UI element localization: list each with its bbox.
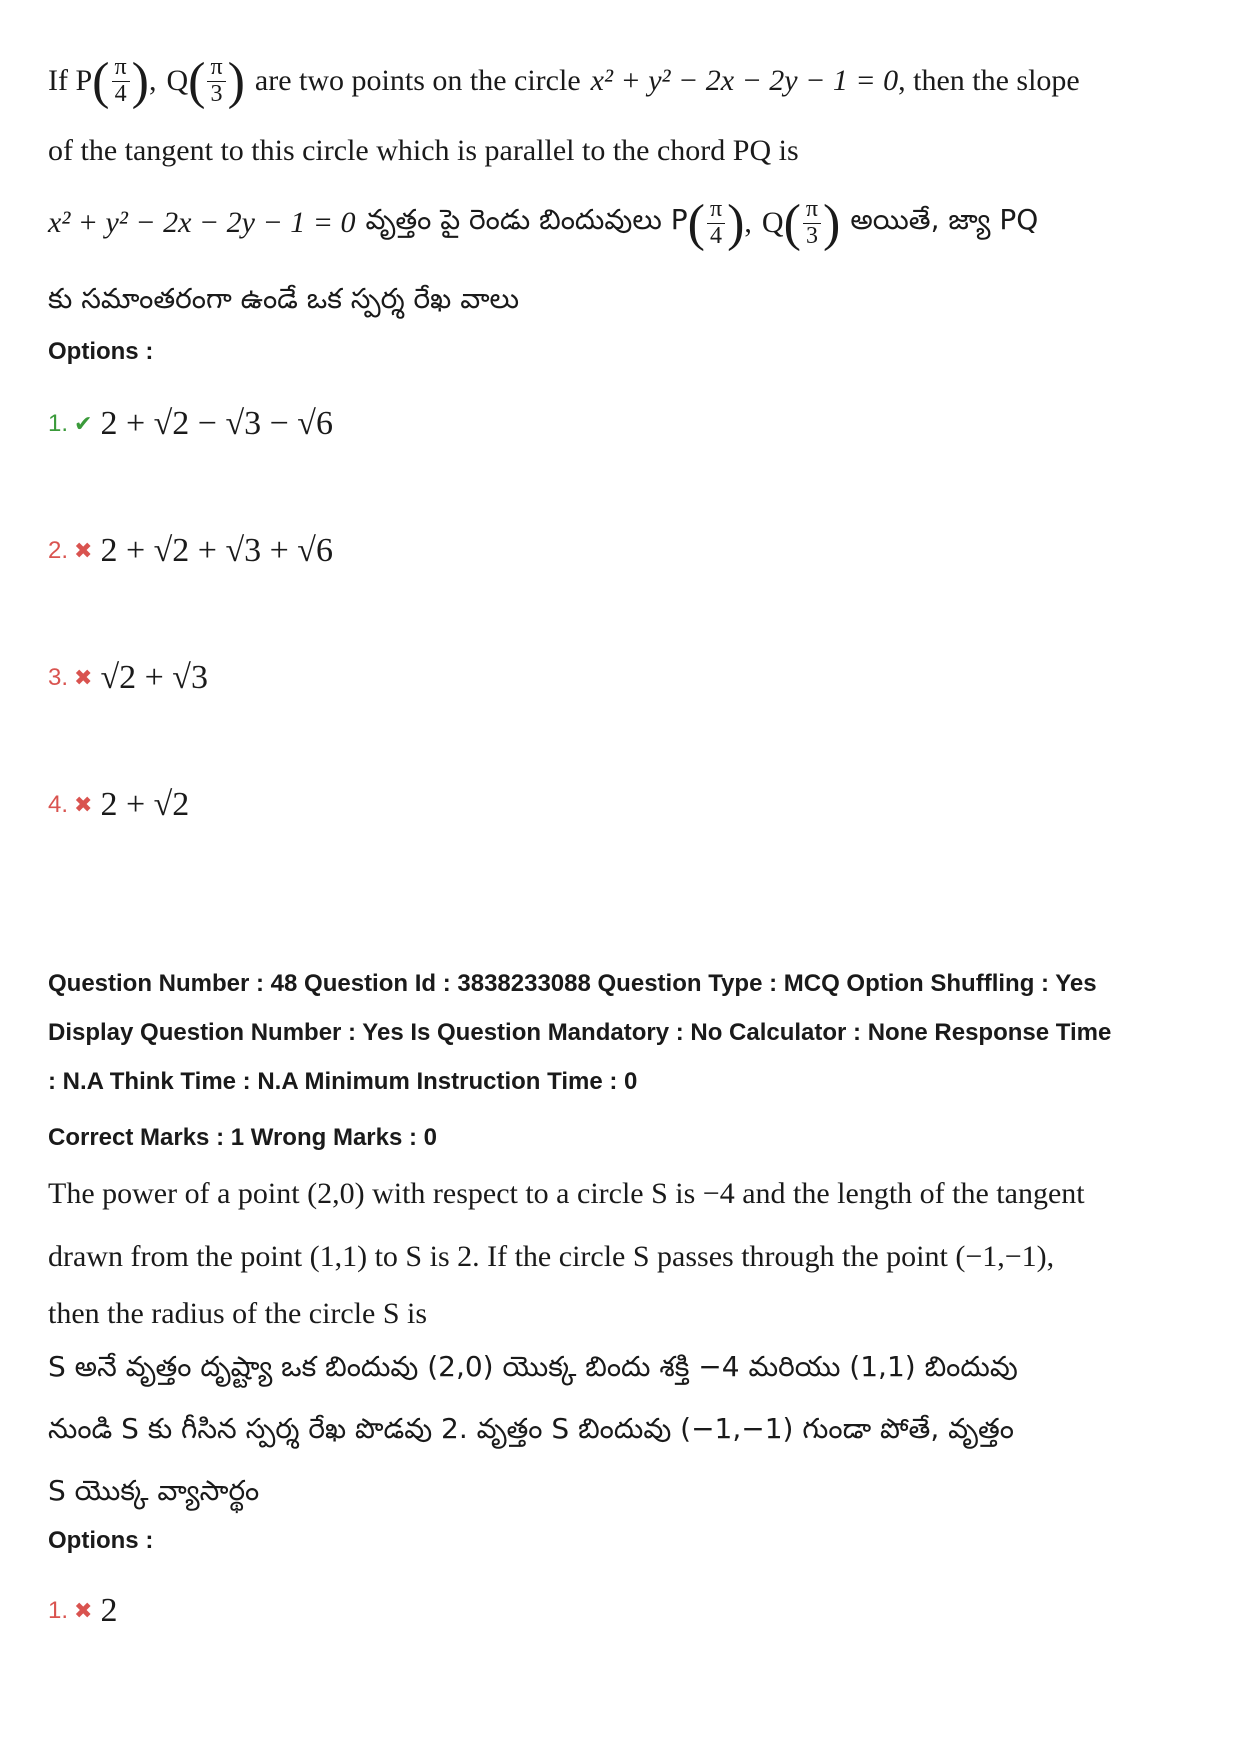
cross-icon: ✖ bbox=[74, 1598, 93, 1623]
comma: , bbox=[744, 206, 752, 239]
option-number: 4. bbox=[48, 791, 69, 818]
fraction-pi-over-3: $\frac{\pi}{3}$ bbox=[803, 197, 821, 248]
q47-telugu-line-2: కు సమాంతరంగా ఉండే ఒక స్పర్శ రేఖ వాలు bbox=[48, 282, 520, 315]
text-q: Q bbox=[166, 64, 189, 97]
paren-open: ( bbox=[783, 194, 801, 252]
q47-english-line-1 bbox=[48, 36, 1080, 126]
cross-icon: ✖ bbox=[74, 665, 93, 690]
text-then-slope: , then the slope bbox=[898, 64, 1080, 97]
q48-english-line-3: then the radius of the circle S is bbox=[48, 1297, 428, 1330]
q48-meta-line-1: Question Number : 48 Question Id : 3838233088 Question Type : MCQ Option Shuffling : Yes bbox=[48, 970, 1097, 997]
paren-open: ( bbox=[687, 194, 705, 252]
cross-icon: ✖ bbox=[74, 792, 93, 817]
cross-icon: ✖ bbox=[74, 538, 93, 563]
q48-option-1[interactable] bbox=[48, 1592, 117, 1630]
q48-telugu-line-3: S యొక్క వ్యాసార్థం bbox=[48, 1474, 260, 1507]
text-if-p: If P bbox=[48, 64, 93, 97]
q47-option-3[interactable] bbox=[48, 659, 208, 697]
circle-equation: x² + y² − 2x − 2y − 1 = 0 bbox=[590, 64, 899, 97]
fraction-pi-over-3: $\frac{\pi}{3}$ bbox=[207, 55, 225, 106]
q48-meta-line-3: : N.A Think Time : N.A Minimum Instruction Time : 0 bbox=[48, 1068, 638, 1095]
q48-telugu-line-2: నుండి S కు గీసిన స్పర్శ రేఖ పొడవు 2. వృత్తం S బిందువు (−1,−1) గుండా పోతే, వృత్తం bbox=[48, 1412, 1014, 1445]
option-text: 2 bbox=[100, 1592, 118, 1629]
q48-meta-line-2: Display Question Number : Yes Is Question Mandatory : No Calculator : None Response Time bbox=[48, 1019, 1112, 1046]
telugu-two-points: వృత్తం పై రెండు బిందువులు P bbox=[365, 203, 688, 236]
q47-options-label: Options : bbox=[48, 338, 154, 365]
text-two-points: are two points on the circle bbox=[254, 64, 581, 97]
paren-close: ) bbox=[131, 52, 149, 110]
q47-telugu-line-1 bbox=[48, 178, 1038, 268]
q48-telugu-line-1: S అనే వృత్తం దృష్ట్యా ఒక బిందువు (2,0) యొక్క బిందు శక్తి −4 మరియు (1,1) బిందువు bbox=[48, 1350, 1018, 1383]
q47-option-1[interactable] bbox=[48, 405, 333, 443]
option-number: 1. bbox=[48, 1597, 69, 1624]
q47-option-4[interactable] bbox=[48, 786, 189, 824]
fraction-pi-over-4: $\frac{\pi}{4}$ bbox=[112, 55, 130, 106]
text-q: Q bbox=[761, 206, 784, 239]
telugu-chord-pq: అయితే, జ్యా PQ bbox=[850, 203, 1039, 236]
paren-open: ( bbox=[188, 52, 206, 110]
option-text: 2 + √2 − √3 − √6 bbox=[100, 405, 333, 442]
q47-english-line-2: of the tangent to this circle which is parallel to the chord PQ is bbox=[48, 134, 799, 167]
option-number: 1. bbox=[48, 410, 69, 437]
paren-close: ) bbox=[823, 194, 841, 252]
paren-close: ) bbox=[227, 52, 245, 110]
option-text: √2 + √3 bbox=[100, 659, 208, 696]
paren-close: ) bbox=[727, 194, 745, 252]
q48-options-label: Options : bbox=[48, 1527, 154, 1554]
fraction-pi-over-4: $\frac{\pi}{4}$ bbox=[707, 197, 725, 248]
paren-open: ( bbox=[92, 52, 110, 110]
option-number: 2. bbox=[48, 537, 69, 564]
q48-english-line-1: The power of a point (2,0) with respect to a circle S is −4 and the length of the tangent bbox=[48, 1177, 1085, 1210]
circle-equation: x² + y² − 2x − 2y − 1 = 0 bbox=[48, 206, 356, 239]
check-icon: ✔ bbox=[74, 411, 93, 436]
option-text: 2 + √2 + √3 + √6 bbox=[100, 532, 333, 569]
comma: , bbox=[148, 64, 157, 97]
option-text: 2 + √2 bbox=[100, 786, 190, 823]
q48-english-line-2: drawn from the point (1,1) to S is 2. If the circle S passes through the point (−1,−1), bbox=[48, 1240, 1055, 1273]
q47-option-2[interactable] bbox=[48, 532, 333, 570]
q48-marks: Correct Marks : 1 Wrong Marks : 0 bbox=[48, 1124, 438, 1151]
option-number: 3. bbox=[48, 664, 69, 691]
